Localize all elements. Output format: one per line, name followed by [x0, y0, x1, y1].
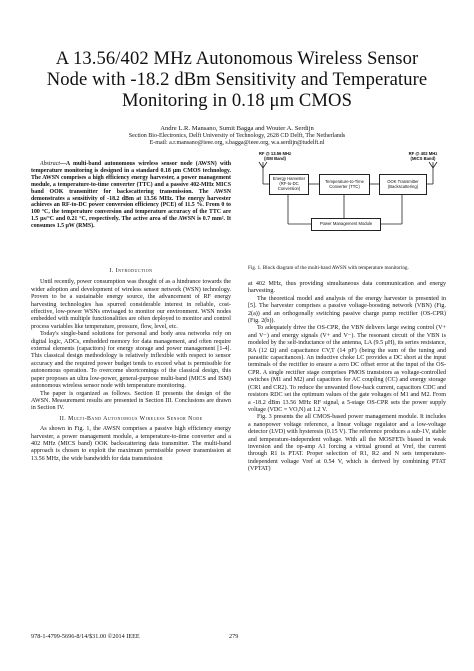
rf-input-label: RF @ 13.56 MHz (ISM Band) [258, 151, 292, 161]
abstract-label: Abstract [40, 161, 60, 167]
intro-paragraph-1: Until recently, power consumption was thought of as a hindrance towards the wider adoption and development of wireless sensor network (WSN) technology. Proven to be a sustainable energy source, the advancement of RF energy harvesting technologies has spurred considerable interest in reliable, cost-effective, low-power WSNs envisaged to monitor our environment. WSN nodes embedded with multiple functionalities are often deployed to monitor and control process variables like temperature, pressure, flow, level, etc. [31, 279, 231, 330]
right-paragraph-1: The theoretical model and analysis of the energy harvester is presented in [5]. The harvester comprises a passive voltage-boosting network (VBN) (Fig. 2(a)) and an orthogonally switching passive charge pump rectifier (OS-CPR) (Fig. 2(b)). [248, 295, 446, 325]
abstract [31, 161, 231, 230]
paper-affiliation [40, 133, 434, 148]
section-heading-introduction: I. Introduction [109, 268, 153, 274]
intro-paragraph-2: Today's single-band solutions for personal and body area networks rely on digital logic, ADCs, embedded memory for data management, and often require external elements (capacitors) for energy storage and power management [1-4]. This classical design methodology is relatively inflexible with respect to sensor accuracy and the required power budget tends to exceed what is permissible for autonomous operation. To overcome shortcomings of the classical design, this paper proposes an ultra low-power, general-purpose multi-band (MICS and ISM) autonomous wireless sensor node with temperature monitoring. [31, 331, 231, 390]
figure-1-caption: Fig. 1. Block diagram of the multi-band AWSN with temperature monitoring. [248, 265, 409, 271]
abstract-text: —A multi-band autonomous wireless sensor node (AWSN) with temperature monitoring is designed in a standard 0.18 μm CMOS technology. The AWSN comprises a high efficiency energy harvester, a power management module, a temperature-to-time converter (TTC) and a passive 402-MHz MICS band OOK transmitter for backscattering transmission. The AWSN demonstrates a sensitivity of -18.2 dBm at 13.56 MHz. The energy harvester achieves an RF-to-DC power conversion efficiency (PCE) of 11.5 %. From 0 to 100 °C, the temperature conversion and temperature accuracy of the TTC are 1.5 μs/°C and 0.21 °C, respectively. The active area of the AWSN is 0.7 mm². It consumes 1.5 μW (RMS). [31, 161, 231, 230]
right-paragraph-3: Fig. 3 presents the all CMOS-based power management module. It includes a nanopower voltage reference, a linear voltage regulator and a low-voltage detector (LVD) with hysteresis (0.15 V). The reference produces a sub-1V, stable and temperature-independent voltage. With all the MOSFETs biased in weak inversion and the op-amp A1 forcing a virtual ground at Vref, the current through R1 is PTAT. Proper selection of R1, R2 and N sets temperature-independent voltage Vref at 0.54 V, which is derived by combining PTAT (VPTAT) [248, 414, 446, 473]
power-management-block: Power Management Module [311, 218, 381, 231]
section-heading-awsn: II. Multi-Band Autonomous Wireless Sensor Node [59, 415, 203, 422]
intro-paragraph-3: The paper is organized as follows. Section II presents the design of the AWSN. Measurement results are presented in Section III. Conclusions are drawn in Section IV. [31, 390, 231, 412]
right-paragraph-2: To adequately drive the OS-CPR, the VBN delivers large swing control (V+ and V−) and energy signals (V+ and V−). The resonant circuit of the VBN is modeled by the self-inductance of the antenna, LA (9.5 μH), its series resistance, RA (12 Ω) and capacitance CV,T (14 pF) (being the sum of the tuning and parasitic capacitances). An inductive choke LC provides a DC short at the input terminals of the rectifier to ensure a zero DC offset error at the input of the OS-CPR. A single rectifier stage comprises PMOS transistors as voltage-controlled switches (M1 and M2) and capacitors for AC coupling (CC) and energy storage (CR1 and CR2). To reduce the unwanted flow-back current, capacitors CDC and resistors RDC set the optimum values of the gate voltages of M1 and M2. From a -18.2 dBm 13.56 MHz RF signal, a 5-stage OS-CPR sets the power supply voltage (VDC = VO,N) at 1.2 V. [248, 325, 446, 413]
footer-copyright: 978-1-4799-5696-8/14/$31.00 ©2014 IEEE [31, 633, 140, 640]
right-paragraph-0: at 402 MHz, thus providing simultaneous data communication and energy harvesting. [248, 281, 446, 295]
page-number: 279 [229, 633, 239, 640]
introduction-section [31, 268, 231, 463]
awsn-paragraph-1: As shown in Fig. 1, the AWSN comprises a passive high efficiency energy harvester, a power management module, a temperature-to-time converter and a 402 MHz (MICS band) OOK backscattering data transmitter. The multi-band approach is chosen to exploit the maximum permissible power transmission at 13.56 MHz, the wide bandwidth for data transmission [31, 426, 231, 462]
paper-authors: Andre L.R. Mansano, Sumit Bagga and Wouter A. Serdijn [160, 125, 314, 132]
email-line: E-mail: a.r.mansano@ieee.org, s.bagga@ieee.org, w.a.serdijn@tudelft.nl [149, 140, 325, 147]
paper-title: A 13.56/402 MHz Autonomous Wireless Sensor Node with -18.2 dBm Sensitivity and Temperature Monitoring in 0.18 μm CMOS [46, 48, 428, 111]
affiliation-line: Section Bio-Electronics, Delft University of Technology, 2628 CD Delft, The Netherlands [128, 133, 346, 139]
energy-harvester-block: Energy Harvester (RF-to-DC Conversion) [269, 174, 309, 195]
figure-1-block-diagram [255, 152, 440, 244]
rf-output-label: RF @ 402 MHz (MICS Band) [408, 151, 438, 161]
ook-transmitter-block: OOK Transmitter (Backscattering) [379, 174, 427, 195]
right-column-text [248, 281, 446, 474]
ttc-block: Temperature-to-Time Converter (TTC) [319, 174, 370, 195]
